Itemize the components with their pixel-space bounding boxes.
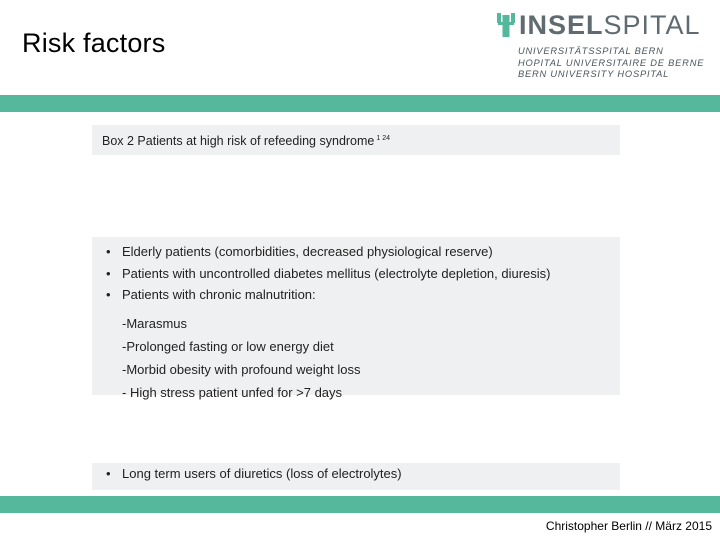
malnutrition-sublist (92, 312, 620, 404)
list-item-text: Patients with uncontrolled diabetes mellitus (electrolyte depletion, diuresis) (122, 265, 551, 281)
risk-list-panel (92, 237, 620, 400)
bullet-icon: • (106, 466, 111, 481)
sublist-item: -Marasmus (122, 315, 188, 331)
sublist-item: -Prolonged fasting or low energy diet (122, 338, 334, 354)
list-item-text: Patients with chronic malnutrition: (122, 287, 316, 302)
slide-title: Risk factors (22, 28, 166, 58)
diuretics-list (92, 463, 620, 485)
logo-line-fr: HOPITAL UNIVERSITAIRE DE BERNE (518, 57, 705, 68)
logo-name-bold: INSEL (519, 9, 604, 40)
box-heading-panel (92, 125, 620, 155)
inselspital-mark-icon (496, 11, 516, 39)
slide-footer: Christopher Berlin // März 2015 (545, 519, 712, 533)
list-item (92, 263, 620, 285)
list-item-text: Long term users of diuretics (loss of electrolytes) (122, 466, 402, 481)
box-heading-reference: 1 24 (376, 135, 390, 142)
logo-line-en: BERN UNIVERSITY HOSPITAL (518, 69, 670, 79)
bullet-icon: • (106, 287, 111, 302)
bottom-band (0, 496, 720, 513)
box-heading-text: Box 2 Patients at high risk of refeeding syndrome (102, 134, 375, 148)
logo-line-de: UNIVERSITÄTSSPITAL BERN (518, 46, 664, 56)
sublist-item: - High stress patient unfed for >7 days (122, 384, 343, 400)
list-item (92, 463, 620, 485)
bullet-icon: • (106, 244, 111, 259)
list-item-text: Elderly patients (comorbidities, decreased physiological reserve) (122, 244, 493, 259)
risk-list (92, 237, 620, 306)
diuretics-panel (92, 463, 620, 490)
logo-subtitle (518, 46, 716, 81)
bullet-icon: • (106, 265, 111, 281)
top-band (0, 95, 720, 112)
logo-name-light: SPITAL (603, 9, 701, 40)
sublist-item: -Morbid obesity with profound weight loss (122, 361, 361, 377)
list-item (92, 284, 620, 306)
box-heading (102, 134, 390, 148)
list-item (92, 241, 620, 263)
inselspital-logo (496, 8, 716, 86)
